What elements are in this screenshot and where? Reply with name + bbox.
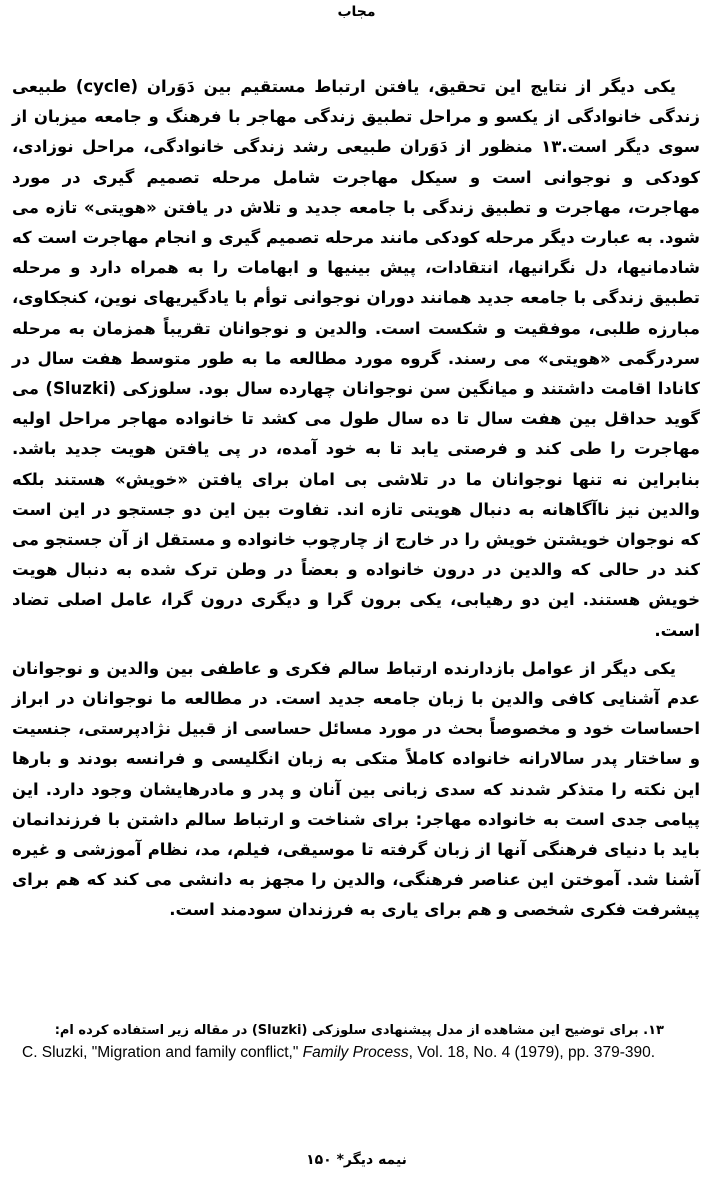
running-header: مجاب: [337, 4, 376, 20]
running-footer: نیمه دیگر* ۱۵۰: [306, 1152, 407, 1168]
citation-details: , Vol. 18, No. 4 (1979), pp. 379-390.: [408, 1044, 656, 1061]
citation-author-title: C. Sluzki, "Migration and family conflict,": [22, 1044, 299, 1061]
paragraph-1: یکی دیگر از نتایج این تحقیق، یافتن ارتباط مستقیم بین دَوَران (cycle) طبیعی زندگی خانوادگی از یکسو و مراحل تطبیق زندگی مهاجر با فرهنگ و جامعه میزبان از سوی دیگر است.۱۳ منظور از دَوَران طبیعی رشد زندگی خانوادگی، مراحل نوزادی، کودکی و نوجوانی است و سیکل مهاجرت شامل مرحله تصمیم گیری در مورد مهاجرت، مهاجرت و تطبیق زندگی با جامعه جدید و تلاش در یافتن «هویتی» تازه می شود. به عبارت دیگر مرحله کودکی مانند مرحله تصمیم گیری و انجام مهاجرت است که شادمانیها، دل نگرانیها، انتقادات، پیش بینیها و ابهامات را به همراه دارد و مرحله تطبیق زندگی با جامعه جدید همانند دوران نوجوانی توأم با یادگیریهای نوین، کنجکاوی، مبارزه طلبی، موفقیت و شکست است. والدین و نوجوانان تقریباً همزمان به مرحله سردرگمی «هویتی» می رسند. گروه مورد مطالعه ما به طور متوسط هفت سال در کانادا اقامت داشتند و میانگین سن نوجوانان چهارده سال بود. سلوزکی (Sluzki) می گوید حداقل بین هفت سال تا ده سال طول می کشد تا خانواده مهاجر مراحل اولیه مهاجرت را طی کند و فرصتی یابد تا به خود آمده، در پی یافتن هویت جدید باشد. بنابراین نه تنها نوجوانان ما در تلاشی بی امان برای یافتن «خویش» هستند بلکه والدین نیز ناآگاهانه به دنبال هویتی تازه اند. تفاوت بین این دو جستجو در این است که نوجوان خویشتن خویش را در خارج از چارچوب خانواده و مستقل از آن جستجو می کند در حالی که والدین در درون خانواده و بعضاً در وطن ترک شده به دنبال هویت خویش هستند. این دو رهیابی، یکی برون گرا و دیگری درون گرا، عامل اصلی تضاد است.: [12, 77, 700, 640]
footnote-text: ۱۳. برای توضیح این مشاهده از مدل پیشنهادی سلوزکی (Sluzki) در مقاله زیر استفاده کرده ام:: [54, 1023, 664, 1038]
footnote: [12, 1020, 700, 1064]
citation-journal: Family Process: [302, 1044, 409, 1061]
paragraph-2: یکی دیگر از عوامل بازدارنده ارتباط سالم فکری و عاطفی بین والدین و نوجوانان عدم آشنایی کافی والدین با زبان جامعه جدید است. در مطالعه ما نوجوانان در ابراز احساسات خود و مخصوصاً بحث در مورد مسائل حساسی از قبیل نژادپرستی، جنسیت و ساختار پدر سالارانه خانواده کاملاً متکی به زبان انگلیسی و فرانسه بودند و بارها این نکته را متذکر شدند که سدی زبانی بین آنان و پدر و مادرهایشان وجود دارد. این پیامی جدی است به خانواده مهاجر: برای شناخت و ارتباط سالم داشتن با فرزندانمان باید با دنیای فرهنگی آنها از زبان گرفته تا موسیقی، فیلم، مد، نظام آموزشی و غیره آشنا شد. آموختن این عناصر فرهنگی، والدین را مجهز به دانشی می کند که هم برای پیشرفت فکری شخصی و هم برای یاری به فرزندان سودمند است.: [12, 658, 700, 920]
main-text: [12, 72, 700, 926]
footnote-citation: [12, 1042, 700, 1064]
